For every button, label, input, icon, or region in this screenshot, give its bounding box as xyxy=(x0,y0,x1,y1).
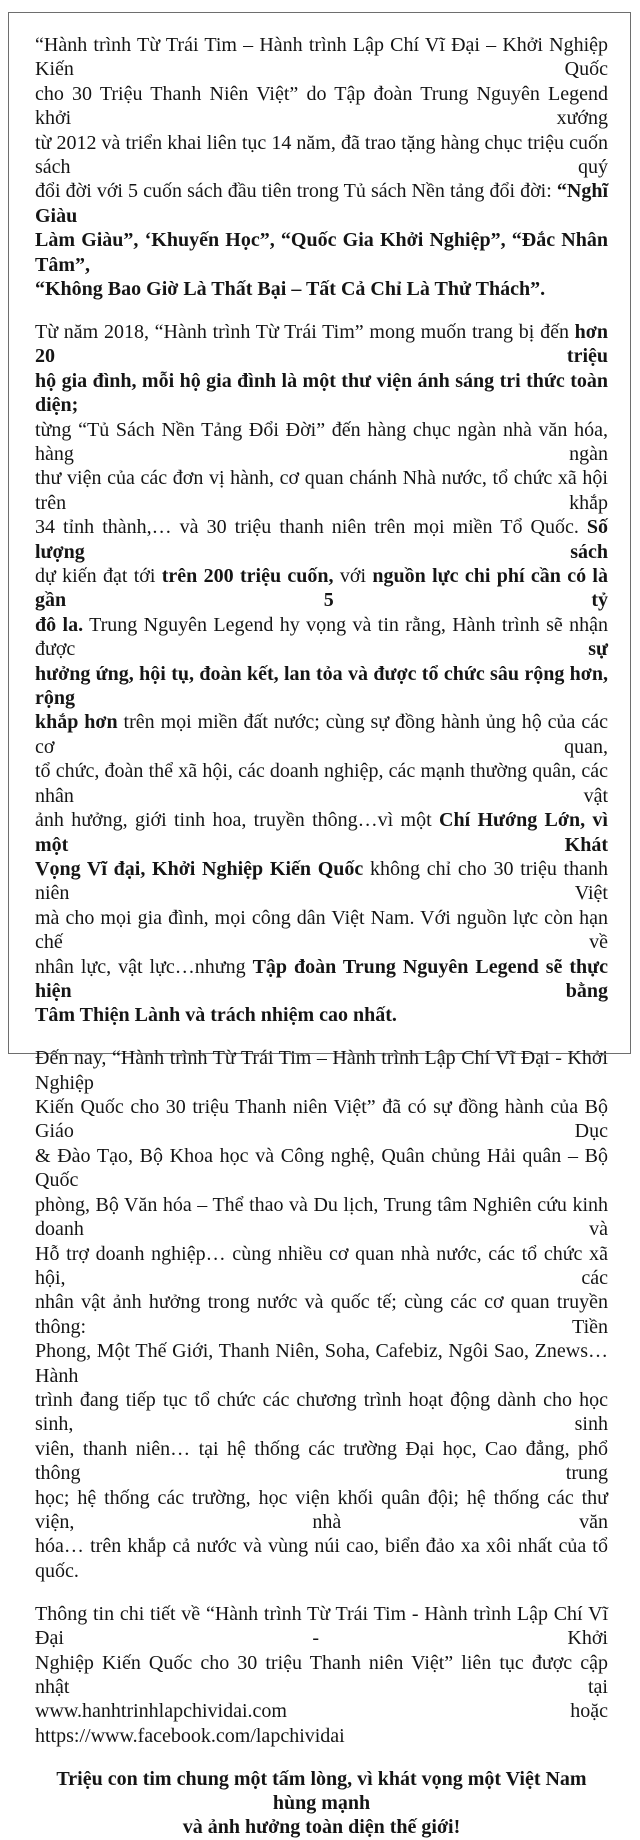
text-run: Hỗ trợ doanh nghiệp… cùng nhiều cơ quan nhà nước, các tổ chức xã hội, các xyxy=(35,1242,608,1289)
text-line xyxy=(35,662,608,711)
text-run: Kiến Quốc cho 30 triệu Thanh niên Việt” đã có sự đồng hành của Bộ Giáo Dục xyxy=(35,1096,608,1143)
text-run: mà cho mọi gia đình, mọi công dân Việt Nam. Với nguồn lực còn hạn chế về xyxy=(35,906,608,954)
text-run-bold: “Không Bao Giờ Là Thất Bại – Tất Cả Chỉ Là Thử Thách”. xyxy=(35,278,546,301)
text-line xyxy=(35,613,608,662)
text-line xyxy=(35,82,608,131)
text-run-bold: hơn 20 triệu xyxy=(35,320,608,368)
text-line xyxy=(35,466,608,515)
text-line xyxy=(35,1003,608,1027)
text-line xyxy=(35,418,608,467)
text-run-bold: đô la. xyxy=(35,613,84,636)
text-run: cho 30 Triệu Thanh Niên Việt” do Tập đoàn Trung Nguyên Legend khởi xướng xyxy=(35,82,608,130)
text-run-bold: Vọng Vĩ đại, Khởi Nghiệp Kiến Quốc xyxy=(35,857,364,880)
text-line xyxy=(35,1767,608,1816)
text-line xyxy=(35,515,608,564)
paragraph-3 xyxy=(35,1046,608,1583)
text-line xyxy=(35,228,608,277)
text-run-bold: Số lượng sách xyxy=(35,516,608,563)
text-run: & Đào Tạo, Bộ Khoa học và Công nghệ, Quân chủng Hải quân – Bộ Quốc xyxy=(35,1144,608,1192)
text-run: www.hanhtrinhlapchividai.com hoặc https://www.facebook.com/lapchividai xyxy=(35,1700,608,1747)
document-page xyxy=(8,12,631,1839)
text-line xyxy=(35,1046,608,1095)
text-line xyxy=(35,1486,608,1535)
text-line xyxy=(35,1699,608,1748)
text-run: trên mọi miền đất nước; cùng sự đồng hành ủng hộ của các cơ quan, xyxy=(35,711,608,758)
text-line xyxy=(35,1144,608,1193)
text-line xyxy=(35,1534,608,1583)
text-run: học; hệ thống các trường, học viện khối quân đội; hệ thống các thư viện, nhà văn xyxy=(35,1486,608,1533)
text-run-bold: trên 200 triệu cuốn, xyxy=(161,565,334,588)
text-line xyxy=(35,1651,608,1700)
text-line xyxy=(35,1602,608,1651)
text-run: ảnh hưởng, giới tinh hoa, truyền thông…vì một xyxy=(35,809,439,832)
text-line xyxy=(35,1339,608,1388)
text-line xyxy=(35,808,608,857)
text-run: dự kiến đạt tới xyxy=(35,565,162,588)
text-line xyxy=(35,131,608,180)
text-run: Trung Nguyên Legend hy vọng và tin rằng, Hành trình sẽ nhận được xyxy=(35,613,608,661)
text-line xyxy=(35,1290,608,1339)
text-line xyxy=(35,1388,608,1437)
text-run-bold: sự xyxy=(588,638,608,661)
text-run: đổi đời với 5 cuốn sách đầu tiên trong Tủ sách Nền tảng đổi đời: xyxy=(35,180,557,203)
text-run: phòng, Bộ Văn hóa – Thể thao và Du lịch, Trung tâm Nghiên cứu kinh doanh và xyxy=(35,1193,608,1241)
text-run: từ 2012 và triển khai liên tục 14 năm, đã trao tặng hàng chục triệu cuốn sách quý xyxy=(35,131,608,179)
text-line xyxy=(35,320,608,369)
text-run: từng “Tủ Sách Nền Tảng Đổi Đời” đến hàng chục ngàn nhà văn hóa, hàng ngàn xyxy=(35,418,608,465)
text-run: Thông tin chi tiết về “Hành trình Từ Trái Tim - Hành trình Lập Chí Vĩ Đại - Khởi xyxy=(35,1602,608,1650)
text-line xyxy=(35,369,608,418)
text-run: Nghiệp Kiến Quốc cho 30 triệu Thanh niên Việt” liên tục được cập nhật tại xyxy=(35,1651,608,1698)
text-line xyxy=(35,277,608,301)
text-run: thư viện của các đơn vị hành, cơ quan chánh Nhà nước, tổ chức xã hội trên khắp xyxy=(35,467,608,514)
text-line xyxy=(35,1095,608,1144)
text-line xyxy=(35,1437,608,1486)
text-run: với xyxy=(333,565,373,588)
text-line xyxy=(35,179,608,228)
text-run-bold: hộ gia đình, mỗi hộ gia đình là một thư viện ánh sáng tri thức toàn diện; xyxy=(35,369,608,417)
text-line xyxy=(35,710,608,759)
text-run-bold: khắp hơn xyxy=(35,711,118,734)
text-run: 34 tỉnh thành,… và 30 triệu thanh niên trên mọi miền Tổ Quốc. xyxy=(35,516,587,539)
text-run-bold: Chí Hướng Lớn, vì một Khát xyxy=(35,809,608,856)
text-run-bold: Triệu con tim chung một tấm lòng, vì khát vọng một Việt Nam hùng mạnh xyxy=(56,1767,587,1815)
text-line xyxy=(35,857,608,906)
text-run: viên, thanh niên… tại hệ thống các trường Đại học, Cao đẳng, phổ thông trung xyxy=(35,1437,608,1485)
text-line xyxy=(35,1815,608,1839)
text-run-bold: “Nghĩ Giàu xyxy=(35,180,608,227)
text-run-bold: hưởng ứng, hội tụ, đoàn kết, lan tỏa và được tổ chức sâu rộng hơn, rộng xyxy=(35,662,608,710)
text-line xyxy=(35,1242,608,1291)
text-line xyxy=(35,564,608,613)
text-run: trình đang tiếp tục tổ chức các chương trình hoạt động dành cho học sinh, sinh xyxy=(35,1388,608,1436)
document-content xyxy=(9,13,630,1840)
paragraph-5 xyxy=(35,1767,608,1840)
text-run: Đến nay, “Hành trình Từ Trái Tim – Hành trình Lập Chí Vĩ Đại - Khởi Nghiệp xyxy=(35,1047,608,1094)
text-line xyxy=(35,33,608,82)
text-run-bold: Làm Giàu”, ‘Khuyến Học”, “Quốc Gia Khởi Nghiệp”, “Đắc Nhân Tâm”, xyxy=(35,229,608,276)
text-run: hóa… trên khắp cả nước và vùng núi cao, biển đảo xa xôi nhất của tổ quốc. xyxy=(35,1535,608,1582)
text-run: Phong, Một Thế Giới, Thanh Niên, Soha, Cafebiz, Ngôi Sao, Znews… Hành xyxy=(35,1340,608,1387)
text-run: nhân lực, vật lực…nhưng xyxy=(35,955,253,978)
paragraph-4 xyxy=(35,1602,608,1748)
text-line xyxy=(35,1193,608,1242)
paragraph-1 xyxy=(35,33,608,301)
text-run-bold: Tập đoàn Trung Nguyên Legend sẽ thực hiện bằng xyxy=(35,955,608,1002)
text-run-bold: và ảnh hưởng toàn diện thế giới! xyxy=(182,1816,461,1839)
paragraph-2 xyxy=(35,320,608,1028)
text-run: Từ năm 2018, “Hành trình Từ Trái Tim” mong muốn trang bị đến xyxy=(35,320,575,343)
text-line xyxy=(35,955,608,1004)
text-run: “Hành trình Từ Trái Tim – Hành trình Lập Chí Vĩ Đại – Khởi Nghiệp Kiến Quốc xyxy=(35,34,608,81)
text-run-bold: nguồn lực chi phí cần có là gần 5 tỷ xyxy=(35,565,608,612)
text-run: nhân vật ảnh hưởng trong nước và quốc tế; cùng các cơ quan truyền thông: Tiền xyxy=(35,1291,608,1338)
text-line xyxy=(35,906,608,955)
text-run: không chỉ cho 30 triệu thanh niên Việt xyxy=(35,857,608,905)
text-run: tổ chức, đoàn thể xã hội, các doanh nghiệp, các mạnh thường quân, các nhân vật xyxy=(35,760,608,807)
text-line xyxy=(35,759,608,808)
text-run-bold: Tâm Thiện Lành và trách nhiệm cao nhất. xyxy=(35,1004,397,1027)
